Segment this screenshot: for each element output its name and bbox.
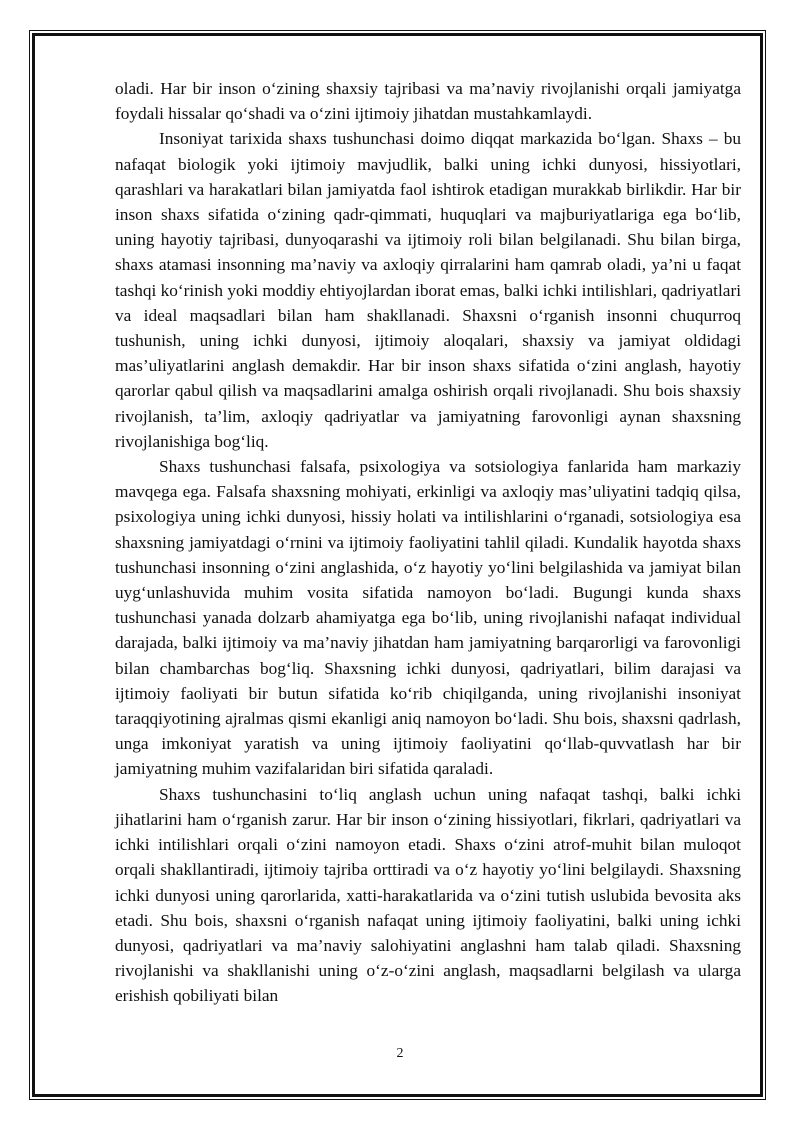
paragraph-continuation: oladi. Har bir inson o‘zining shaxsiy tajribasi va ma’naviy rivojlanishi orqali jamiyatga foydali hissalar qo‘shadi va o‘zini ijtimoiy jihatdan mustahkamlaydi. (115, 79, 741, 124)
page-number: 2 (396, 1046, 404, 1061)
paragraph: Shaxs tushunchasi falsafa, psixologiya va sotsiologiya fanlarida ham markaziy mavqega ega. Falsafa shaxsning mohiyati, erkinligi va axloqiy mas’uliyatini tadqiq qilsa, psixologiya uning ichki dunyosi, hissiy holati va intilishlarini o‘rganadi, sotsiologiya esa shaxsning jamiyatdagi o‘rnini va ijtimoiy faoliyatini tahlil qiladi. Kundalik hayotda shaxs tushunchasi insonning o‘zini anglashida, o‘z hayotiy yo‘lini belgilashida va jamiyat bilan uyg‘unlashuvida muhim vosita sifatida namoyon bo‘ladi. Bugungi kunda shaxs tushunchasi yanada dolzarb ahamiyatga ega bo‘lib, uning rivojlanishi nafaqat individual darajada, balki ijtimoiy va ma’naviy jihatdan ham jamiyatning barqarorligi va farovonligi bilan chambarchas bog‘liq. Shaxsning ichki dunyosi, qadriyatlari, bilim darajasi va ijtimoiy faoliyati bir butun sifatida ko‘rib chiqilganda, uning rivojlanishi insoniyat taraqqiyotining ajralmas qismi ekanligi aniq namoyon bo‘ladi. Shu bois, shaxsni qadrlash, unga imkoniyat yaratish va uning ijtimoiy faoliyatini qo‘llab-quvvatlash har bir jamiyatning muhim vazifalaridan biri sifatida qaraladi. (115, 457, 741, 779)
paragraph: Insoniyat tarixida shaxs tushunchasi doimo diqqat markazida bo‘lgan. Shaxs – bu nafaqat biologik yoki ijtimoiy mavjudlik, balki uning ichki dunyosi, hissiyotlari, qarashlari va harakatlari bilan jamiyatda faol ishtirok etadigan murakkab birlikdir. Har bir inson shaxs sifatida o‘zining qadr-qimmati, huquqlari va majburiyatlariga ega bo‘lib, uning hayotiy tajribasi, dunyoqarashi va ijtimoiy roli bilan belgilanadi. Shu bilan birga, shaxs atamasi insonning ma’naviy va axloqiy qirralarini ham qamrab oladi, ya’ni u faqat tashqi ko‘rinish yoki moddiy ehtiyojlardan iborat emas, balki ichki intilishlari, qadriyatlari va ideal maqsadlari bilan ham shakllanadi. Shaxsni o‘rganish insonni chuqurroq tushunish, uning ichki dunyosi, ijtimoiy aloqalari, shaxsiy va jamiyat oldidagi mas’uliyatlarini anglash demakdir. Har bir inson shaxs sifatida o‘zini anglash, hayotiy qarorlar qabul qilish va maqsadlarini amalga oshirish orqali rivojlanadi. Shu bois shaxsiy rivojlanish, ta’lim, axloqiy qadriyatlar va jamiyatning farovonligi aynan shaxsning rivojlanishiga bog‘liq. (115, 129, 741, 451)
paragraph: Shaxs tushunchasini to‘liq anglash uchun uning nafaqat tashqi, balki ichki jihatlarini ham o‘rganish zarur. Har bir inson o‘zining hissiyotlari, fikrlari, qadriyatlari va ichki intilishlari orqali o‘zini namoyon etadi. Shaxs o‘zini atrof-muhit bilan muloqot orqali shakllantiradi, ijtimoiy tajriba orttiradi va o‘z hayotiy yo‘lini belgilaydi. Shaxsning ichki dunyosi uning qarorlarida, xatti-harakatlarida va o‘zini tutish uslubida bevosita aks etadi. Shu bois, shaxsni o‘rganish nafaqat uning ijtimoiy faoliyatini, balki uning ichki dunyosi, qadriyatlari va ma’naviy salohiyatini anglashni ham talab qiladi. Shaxsning rivojlanishi va shakllanishi uning o‘z-o‘zini anglash, maqsadlarni belgilash va ularga erishish qobiliyati bilan (115, 784, 741, 1006)
document-body (115, 76, 741, 1009)
